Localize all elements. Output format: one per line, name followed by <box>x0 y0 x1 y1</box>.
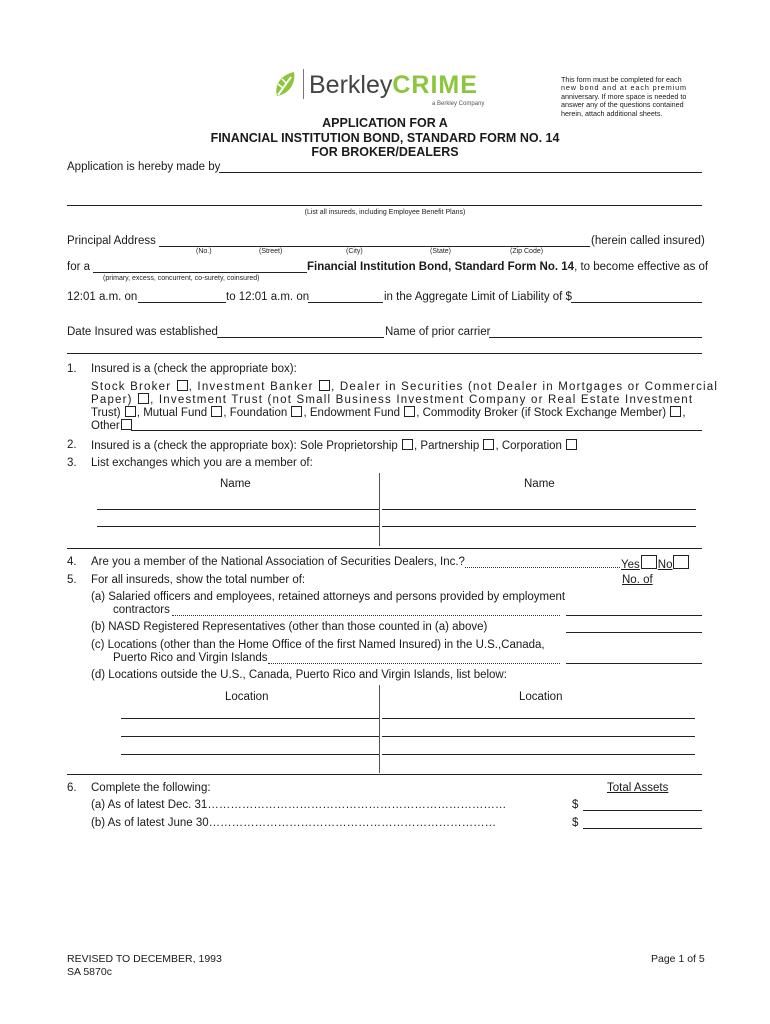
q4-answer: Yes No <box>621 555 690 572</box>
checkbox-sole-proprietorship[interactable] <box>402 439 413 450</box>
checkbox-investment-trust[interactable] <box>125 406 136 417</box>
location-field-3[interactable] <box>121 736 379 737</box>
brand-berkley: Berkley <box>309 71 393 99</box>
q5a-line2: contractors <box>113 604 170 616</box>
brand-crime: CRIME <box>392 71 478 99</box>
exchange-field-2[interactable] <box>382 509 696 510</box>
location-field-1[interactable] <box>121 718 379 719</box>
q1-line4: Other <box>91 419 133 433</box>
app-by-label: Application is hereby made by <box>67 161 221 173</box>
principal-suffix: (herein called insured) <box>591 235 705 247</box>
checkbox-no[interactable] <box>673 555 689 569</box>
checkbox-stock-broker[interactable] <box>177 380 188 391</box>
q6-num: 6. <box>67 782 77 794</box>
brand-name <box>309 71 478 99</box>
q5a-field[interactable] <box>566 615 702 616</box>
loc-col2: Location <box>519 691 563 703</box>
q5-num: 5. <box>67 574 77 586</box>
divider <box>67 774 702 775</box>
berkley-leaf-icon <box>272 70 300 100</box>
q3-divider <box>379 473 380 546</box>
q5-text: For all insureds, show the total number of: <box>91 574 306 586</box>
loc-col1: Location <box>225 691 269 703</box>
checkbox-investment-banker[interactable] <box>319 380 330 391</box>
prior-carrier-label: Name of prior carrier <box>385 326 491 338</box>
revision-date: REVISED TO DECEMBER, 1993 <box>67 953 222 965</box>
q5d-text: (d) Locations outside the U.S., Canada, Puerto Rico and Virgin Islands, list below: <box>91 669 507 681</box>
time-c: in the Aggregate Limit of Liability of $ <box>384 291 572 303</box>
checkbox-dealer-securities[interactable] <box>138 393 149 404</box>
location-field-2[interactable] <box>382 718 695 719</box>
logo <box>272 66 492 108</box>
q1-line2: Paper) , Investment Trust (not Small Business Investment Company or Real Estate Investment <box>91 394 694 406</box>
list-insureds-note: (List all insureds, including Employee Benefit Plans) <box>304 209 466 216</box>
sub-no: (No.) <box>196 248 212 255</box>
checkbox-other[interactable] <box>121 419 132 430</box>
principal-address-field[interactable] <box>159 246 590 247</box>
q1-line1: Stock Broker , Investment Banker , Dealer in Securities (not Dealer in Mortgages or Commercial <box>91 381 719 393</box>
principal-label: Principal Address <box>67 235 156 247</box>
q6a-text: (a) As of latest Dec. 31…………………………………………………………………… <box>91 799 507 811</box>
q3-col2: Name <box>524 478 555 490</box>
footer-left <box>67 953 222 979</box>
checkbox-corporation[interactable] <box>566 439 577 450</box>
brand-tagline: a Berkley Company <box>432 101 485 107</box>
q5c-leader <box>268 663 560 664</box>
location-field-5[interactable] <box>121 754 379 755</box>
q5c-field[interactable] <box>566 663 702 664</box>
q2-text: Insured is a (check the appropriate box): Sole Proprietorship , Partnership , Corporation <box>91 439 578 453</box>
app-by-field-2[interactable] <box>67 205 702 206</box>
bond-type-field[interactable] <box>93 272 307 273</box>
sub-zip: (Zip Code) <box>510 248 544 255</box>
q6b-field[interactable] <box>583 828 702 829</box>
page-number: Page 1 of 5 <box>651 953 705 965</box>
checkbox-partnership[interactable] <box>483 439 494 450</box>
q5-col: No. of <box>622 574 653 586</box>
to-date-field[interactable] <box>308 302 383 303</box>
q5c-line2: Puerto Rico and Virgin Islands <box>113 652 268 664</box>
q1-lead: Insured is a (check the appropriate box): <box>91 363 297 375</box>
instruction-note: This form must be completed for each new bond and at each premium anniversary. If more space is needed to answer any of the questions contained herein, attach additional sheets. <box>561 75 687 118</box>
checkbox-yes[interactable] <box>641 555 657 569</box>
q6a-field[interactable] <box>583 810 702 811</box>
divider <box>67 548 702 549</box>
q4-num: 4. <box>67 556 77 568</box>
sub-street: (Street) <box>259 248 283 255</box>
limit-field[interactable] <box>571 302 702 303</box>
from-date-field[interactable] <box>138 302 226 303</box>
q4-text: Are you a member of the National Association of Securities Dealers, Inc.? <box>91 556 465 568</box>
form-code: SA 5870c <box>67 966 112 978</box>
exchange-field-1[interactable] <box>97 509 379 510</box>
for-a-label: for a <box>67 261 91 273</box>
q3-col1: Name <box>220 478 251 490</box>
sub-state: (State) <box>430 248 452 255</box>
bond-type-sub: (primary, excess, concurrent, co-surety, coinsured) <box>103 275 260 282</box>
date-established-label: Date Insured was established <box>67 326 218 338</box>
checkbox-endowment-fund[interactable] <box>404 406 415 417</box>
q6b-text: (b) As of latest June 30………………………………………………………………… <box>91 817 497 829</box>
location-field-4[interactable] <box>382 736 695 737</box>
other-field[interactable] <box>131 430 702 431</box>
date-established-field[interactable] <box>217 337 384 338</box>
loc-divider <box>379 685 380 773</box>
q2-num: 2. <box>67 439 77 451</box>
q1-line3: Trust) , Mutual Fund , Foundation , Endowment Fund , Commodity Broker (if Stock Exchange Member) , <box>91 407 686 419</box>
prior-carrier-field[interactable] <box>489 337 702 338</box>
q5a-leader <box>172 615 560 616</box>
q5a-line1: (a) Salaried officers and employees, retained attorneys and persons provided by employment <box>91 591 566 603</box>
exchange-field-3[interactable] <box>97 526 379 527</box>
location-field-6[interactable] <box>382 754 695 755</box>
q4-leader <box>465 567 620 568</box>
q1-num: 1. <box>67 363 77 375</box>
checkbox-mutual-fund[interactable] <box>211 406 222 417</box>
form-title: APPLICATION FOR A FINANCIAL INSTITUTION BOND, STANDARD FORM NO. 14 FOR BROKER/DEALERS <box>210 116 560 159</box>
sub-city: (City) <box>346 248 363 255</box>
checkbox-commodity-broker[interactable] <box>670 406 681 417</box>
q5c-line1: (c) Locations (other than the Home Office of the first Named Insured) in the U.S.,Canada, <box>91 639 545 651</box>
q6-col: Total Assets <box>607 782 669 794</box>
time-a: 12:01 a.m. on <box>67 291 138 303</box>
app-by-field[interactable] <box>219 172 702 173</box>
q5b-field[interactable] <box>566 632 702 633</box>
q6a-currency: $ <box>572 799 579 811</box>
exchange-field-4[interactable] <box>382 526 696 527</box>
checkbox-foundation[interactable] <box>291 406 302 417</box>
q3-text: List exchanges which you are a member of: <box>91 457 313 469</box>
q5b-text: (b) NASD Registered Representatives (other than those counted in (a) above) <box>91 621 488 633</box>
q6-text: Complete the following: <box>91 782 211 794</box>
q3-num: 3. <box>67 457 77 469</box>
divider <box>67 353 702 354</box>
q6b-currency: $ <box>572 817 579 829</box>
bond-type-text: Financial Institution Bond, Standard Form No. 14, to become effective as of <box>307 261 709 273</box>
time-b: to 12:01 a.m. on <box>226 291 310 303</box>
